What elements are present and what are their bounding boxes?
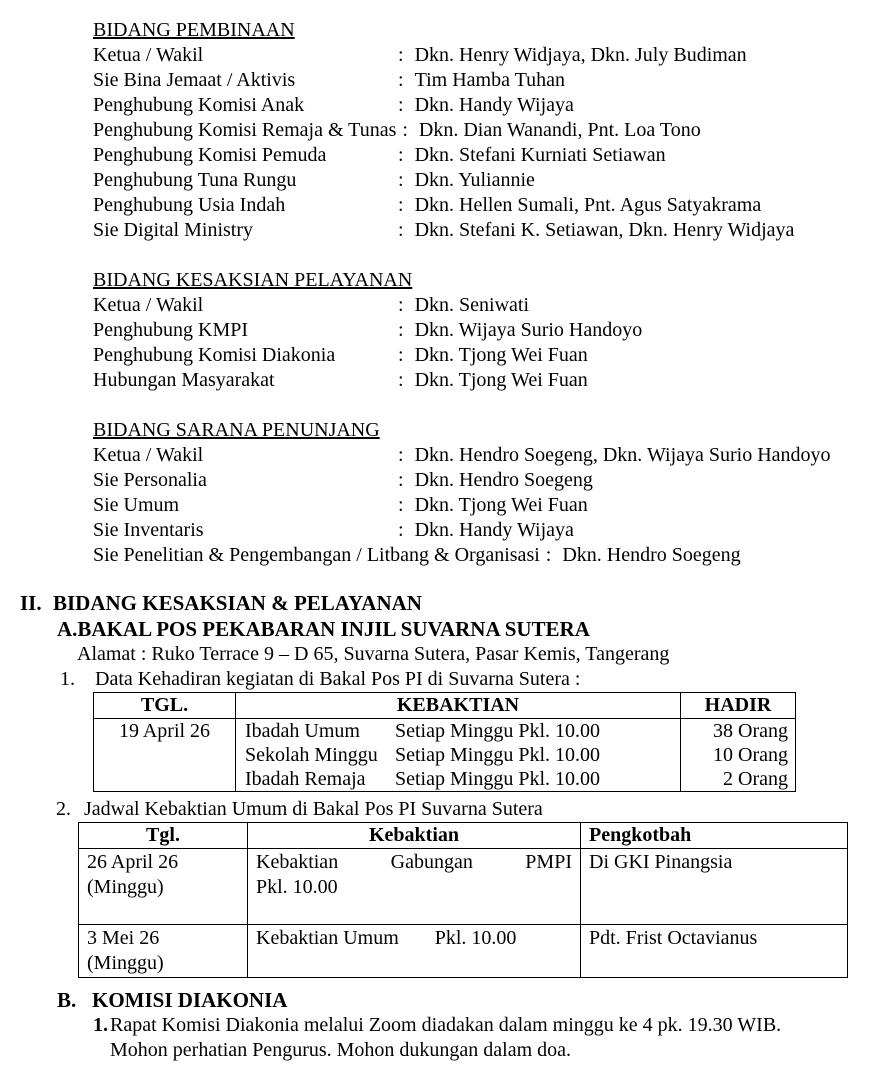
role-label: Sie Umum	[93, 494, 180, 516]
kebaktian-time: Pkl. 10.00	[434, 927, 517, 949]
kebaktian-line	[256, 926, 572, 951]
role-label: Penghubung Komisi Pemuda	[93, 144, 327, 166]
role-value: Dkn. Seniwati	[414, 294, 529, 316]
org-row	[93, 443, 882, 468]
attendance-count: 38 Orang	[713, 720, 788, 742]
role-label: Ketua / Wakil	[93, 44, 204, 66]
attendance-kebaktian-cell	[236, 719, 681, 792]
org-row	[93, 43, 882, 68]
org-row	[93, 143, 882, 168]
attendance-count: 2 Orang	[723, 768, 788, 790]
role-label: Sie Bina Jemaat / Aktivis	[93, 69, 296, 91]
role-value: Dkn. Tjong Wei Fuan	[414, 369, 588, 391]
role-value: Dkn. Handy Wijaya	[414, 94, 574, 116]
section-title-bidang-kesaksian-pelayanan: BIDANG KESAKSIAN PELAYANAN	[93, 269, 413, 291]
header-tgl: Tgl.	[79, 823, 248, 849]
attendance-table-header-row	[94, 693, 796, 719]
header-pengkotbah: Pengkotbah	[581, 823, 848, 849]
org-row	[93, 93, 882, 118]
heading-b-text: KOMISI DIAKONIA	[92, 988, 288, 1012]
schedule-row	[79, 925, 848, 978]
header-hadir: HADIR	[681, 693, 796, 719]
schedule-pengkotbah-cell: Di GKI Pinangsia	[581, 849, 848, 925]
heading-ii	[20, 590, 882, 616]
section-title-bidang-sarana-penunjang: BIDANG SARANA PENUNJANG	[93, 419, 380, 441]
heading-ii-numeral: II.	[20, 591, 42, 615]
list-item-2-number: 2.	[56, 798, 71, 820]
org-row	[93, 468, 882, 493]
list-item-2-text: Jadwal Kebaktian Umum di Bakal Pos PI Suvarna Sutera	[84, 798, 543, 820]
diakonia-item-1	[93, 1013, 882, 1038]
kebaktian-word: Gabungan	[390, 851, 473, 873]
schedule-kebaktian-cell	[248, 849, 581, 925]
heading-ii-text: BIDANG KESAKSIAN & PELAYANAN	[53, 591, 422, 615]
role-label: Sie Personalia	[93, 469, 207, 491]
heading-b-letter: B.	[57, 988, 77, 1012]
heading-a-text: BAKAL POS PEKABARAN INJIL SUVARNA SUTERA	[77, 617, 590, 641]
header-tgl: TGL.	[94, 693, 236, 719]
schedule-kebaktian-cell	[248, 925, 581, 978]
role-value: Dkn. Dian Wanandi, Pnt. Loa Tono	[418, 119, 701, 141]
kebaktian-line	[236, 767, 680, 791]
activity-name: Sekolah Minggu	[245, 744, 378, 766]
heading-b	[57, 987, 882, 1013]
attendance-count: 10 Orang	[713, 744, 788, 766]
role-value: Dkn. Tjong Wei Fuan	[414, 494, 588, 516]
role-label: Penghubung Usia Indah	[93, 194, 286, 216]
kebaktian-line	[236, 743, 680, 767]
schedule-date-cell	[79, 925, 248, 978]
role-value: Dkn. Tjong Wei Fuan	[414, 344, 588, 366]
role-label: Sie Digital Ministry	[93, 219, 253, 241]
list-item-1-text: Data Kehadiran kegiatan di Bakal Pos PI di Suvarna Sutera :	[95, 668, 581, 690]
list-item-1-number: 1.	[60, 668, 75, 690]
org-row	[93, 368, 882, 393]
kebaktian-time: Pkl. 10.00	[256, 876, 338, 898]
role-value: Dkn. Hendro Soegeng	[414, 469, 593, 491]
org-row	[93, 118, 882, 143]
section-bidang-pembinaan	[93, 18, 882, 243]
attendance-hadir-cell	[681, 719, 796, 792]
role-value: Dkn. Hendro Soegeng	[562, 544, 741, 566]
schedule-table	[78, 822, 848, 978]
section-title-bidang-pembinaan: BIDANG PEMBINAAN	[93, 19, 295, 41]
role-label: Penghubung Komisi Remaja & Tunas	[93, 119, 397, 141]
org-row	[93, 68, 882, 93]
heading-a-letter: A.	[57, 617, 78, 641]
role-label: Penghubung Tuna Rungu	[93, 169, 297, 191]
role-label: Sie Penelitian & Pengembangan / Litbang & Organisasi	[93, 544, 540, 566]
activity-schedule: Setiap Minggu Pkl. 10.00	[395, 720, 601, 742]
schedule-day: (Minggu)	[87, 876, 164, 898]
org-row	[93, 543, 882, 568]
activity-name: Ibadah Remaja	[245, 768, 366, 790]
org-row	[93, 293, 882, 318]
kebaktian-word: PMPI	[525, 851, 572, 873]
attendance-date-cell: 19 April 26	[94, 719, 236, 792]
role-label: Ketua / Wakil	[93, 294, 204, 316]
list-item-1	[60, 667, 882, 692]
role-value: Dkn. Stefani Kurniati Setiawan	[414, 144, 666, 166]
attendance-table	[93, 692, 796, 792]
activity-schedule: Setiap Minggu Pkl. 10.00	[395, 744, 601, 766]
org-row	[93, 193, 882, 218]
kebaktian-word: Kebaktian	[256, 851, 339, 873]
heading-a	[57, 616, 882, 642]
address-line: Alamat : Ruko Terrace 9 – D 65, Suvarna Sutera, Pasar Kemis, Tangerang	[77, 643, 670, 665]
schedule-date-cell	[79, 849, 248, 925]
header-kebaktian: Kebaktian	[248, 823, 581, 849]
diakonia-item-continuation: Mohon perhatian Pengurus. Mohon dukungan dalam doa.	[110, 1039, 572, 1061]
org-row	[93, 318, 882, 343]
diakonia-item-number: 1.	[93, 1014, 108, 1036]
kebaktian-justified-line	[256, 850, 572, 875]
activity-name: Ibadah Umum	[245, 720, 360, 742]
role-value: Tim Hamba Tuhan	[414, 69, 565, 91]
schedule-row	[79, 849, 848, 925]
org-row	[93, 518, 882, 543]
kebaktian-line	[236, 719, 680, 743]
schedule-day: (Minggu)	[87, 952, 164, 974]
role-label: Hubungan Masyarakat	[93, 369, 275, 391]
activity-schedule: Setiap Minggu Pkl. 10.00	[395, 768, 601, 790]
role-value: Dkn. Handy Wijaya	[414, 519, 574, 541]
schedule-pengkotbah-cell: Pdt. Frist Octavianus	[581, 925, 848, 978]
role-value: Dkn. Henry Widjaya, Dkn. July Budiman	[414, 44, 747, 66]
org-row	[93, 493, 882, 518]
schedule-date: 3 Mei 26	[87, 927, 160, 949]
role-value: Dkn. Hendro Soegeng, Dkn. Wijaya Surio Handoyo	[414, 444, 831, 466]
role-label: Penghubung Komisi Anak	[93, 94, 305, 116]
role-value: Dkn. Yuliannie	[414, 169, 535, 191]
role-label: Ketua / Wakil	[93, 444, 204, 466]
role-value: Dkn. Wijaya Surio Handoyo	[414, 319, 643, 341]
org-row	[93, 218, 882, 243]
role-value: Dkn. Stefani K. Setiawan, Dkn. Henry Widjaya	[414, 219, 795, 241]
role-label: Sie Inventaris	[93, 519, 204, 541]
header-kebaktian: KEBAKTIAN	[236, 693, 681, 719]
kebaktian-name: Kebaktian Umum	[256, 927, 399, 949]
role-value: Dkn. Hellen Sumali, Pnt. Agus Satyakrama	[414, 194, 762, 216]
org-row	[93, 168, 882, 193]
role-label: Penghubung KMPI	[93, 319, 249, 341]
org-row	[93, 343, 882, 368]
attendance-table-data-row	[94, 719, 796, 792]
list-item-2	[56, 797, 882, 822]
section-bidang-sarana-penunjang	[93, 418, 882, 568]
section-bidang-kesaksian-pelayanan	[93, 268, 882, 393]
schedule-table-header-row	[79, 823, 848, 849]
diakonia-item-text: Rapat Komisi Diakonia melalui Zoom diadakan dalam minggu ke 4 pk. 19.30 WIB.	[110, 1014, 782, 1036]
role-label: Penghubung Komisi Diakonia	[93, 344, 336, 366]
schedule-date: 26 April 26	[87, 851, 179, 873]
